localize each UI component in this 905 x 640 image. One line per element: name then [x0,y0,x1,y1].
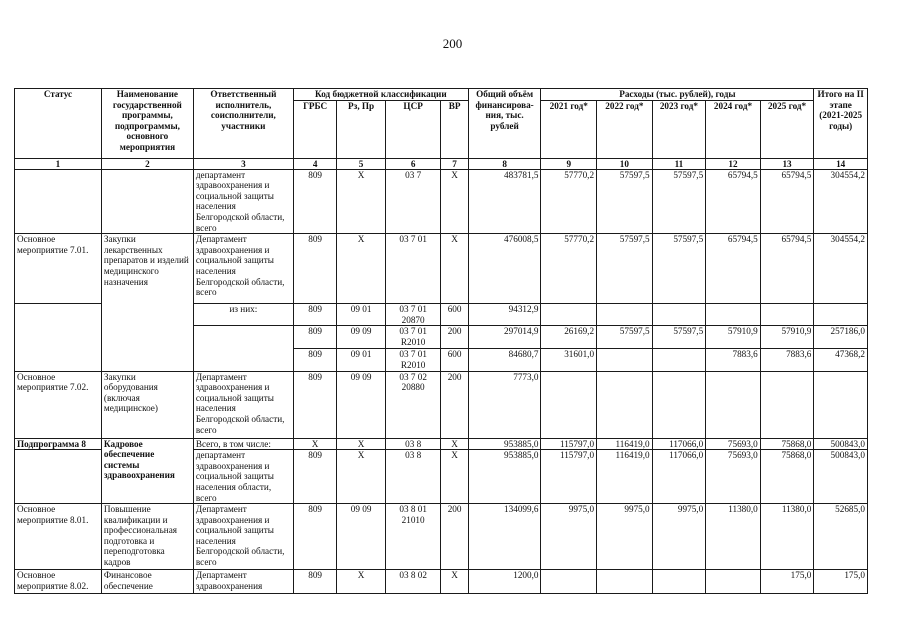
row-csr: 03 7 01 R2010 [385,349,441,371]
row-2024: 75693,0 [706,450,761,504]
header-expenses: Расходы (тыс. рублей), годы [541,89,814,101]
header-vr: ВР [441,100,468,158]
row-grbs: Х [293,438,336,450]
row-2025: 65794,5 [760,169,814,234]
row-vr: 600 [441,304,468,326]
row-responsible: департамент здравоохранения и социальной защиты населения Белгородской области, всего [193,169,293,234]
row-status: Основное мероприятие 7.02. [15,371,102,438]
page-number: 200 [442,36,463,51]
row-sum [814,371,868,438]
row-rz-pr: Х [337,438,386,450]
table-row [15,169,868,234]
row-2022: 57597,5 [597,326,653,349]
column-index: 5 [337,158,386,169]
header-rz-pr: Рз, Пр [337,100,386,158]
row-status [15,304,102,326]
row-2022: 116419,0 [597,438,653,450]
row-responsible: Департамент здравоохранения и социальной защиты населения Белгородской области, всего [193,371,293,438]
row-name: Кадровое обеспечение системы здравоохранения [101,438,193,504]
row-2024: 11380,0 [706,504,761,570]
row-vr: 200 [441,371,468,438]
row-csr: 03 8 02 [385,570,441,594]
header-csr: ЦСР [385,100,441,158]
row-2023 [652,304,706,326]
header-2021: 2021 год* [541,100,597,158]
row-vr: Х [441,570,468,594]
column-index: 1 [15,158,102,169]
row-2022 [597,570,653,594]
row-rz-pr: 09 09 [337,504,386,570]
header-2023: 2023 год* [652,100,706,158]
row-total: 134099,6 [468,504,541,570]
row-status: Основное мероприятие 8.02. [15,570,102,594]
row-sum: 304554,2 [814,234,868,304]
row-2021: 57770,2 [541,234,597,304]
row-2022: 57597,5 [597,169,653,234]
row-vr: Х [441,450,468,504]
row-responsible [193,349,293,371]
header-2022: 2022 год* [597,100,653,158]
row-status [15,349,102,371]
row-vr: 600 [441,349,468,371]
row-grbs: 809 [293,371,336,438]
row-grbs: 809 [293,169,336,234]
row-total: 7773,0 [468,371,541,438]
row-sum: 47368,2 [814,349,868,371]
row-grbs: 809 [293,234,336,304]
table-row [15,504,868,570]
row-grbs: 809 [293,349,336,371]
row-vr: 200 [441,504,468,570]
row-rz-pr: 09 09 [337,371,386,438]
row-csr: 03 7 01 20870 [385,304,441,326]
row-name: Закупки оборудования (включая медицинское) [101,371,193,438]
row-rz-pr: 09 09 [337,326,386,349]
column-index: 9 [541,158,597,169]
row-2024 [706,371,761,438]
row-2025: 57910,9 [760,326,814,349]
row-rz-pr: Х [337,450,386,504]
row-2021: 115797,0 [541,450,597,504]
row-2025: 75868,0 [760,438,814,450]
row-2024 [706,304,761,326]
row-2022 [597,371,653,438]
row-responsible: департамент здравоохранения и социальной защиты населения области, всего [193,450,293,504]
header-2025: 2025 год* [760,100,814,158]
row-2023: 57597,5 [652,169,706,234]
row-name: Финансовое обеспечение [101,570,193,594]
row-vr: Х [441,438,468,450]
row-name [101,169,193,234]
column-index: 14 [814,158,868,169]
row-responsible: Всего, в том числе: [193,438,293,450]
row-name: Закупки лекарственных препаратов и изделий медицинского назначения [101,234,193,371]
row-2025: 65794,5 [760,234,814,304]
row-2021 [541,304,597,326]
row-2025: 75868,0 [760,450,814,504]
row-total: 297014,9 [468,326,541,349]
row-2021 [541,570,597,594]
column-index-row [15,158,868,169]
row-rz-pr: Х [337,570,386,594]
row-grbs: 809 [293,304,336,326]
row-2023: 57597,5 [652,234,706,304]
table-row [15,234,868,304]
row-2025: 11380,0 [760,504,814,570]
row-2025 [760,304,814,326]
column-index: 12 [706,158,761,169]
column-index: 2 [101,158,193,169]
table-row [15,438,868,450]
row-status [15,450,102,504]
row-2023: 9975,0 [652,504,706,570]
row-2024: 75693,0 [706,438,761,450]
row-grbs: 809 [293,326,336,349]
row-total: 1200,0 [468,570,541,594]
row-total: 953885,0 [468,450,541,504]
row-2022 [597,349,653,371]
row-2024: 7883,6 [706,349,761,371]
row-2021: 9975,0 [541,504,597,570]
column-index: 8 [468,158,541,169]
row-responsible: Департамент здравоохранения и социальной защиты населения Белгородской области, всего [193,504,293,570]
column-index: 3 [193,158,293,169]
row-sum: 500843,0 [814,438,868,450]
row-vr: Х [441,234,468,304]
row-status: Основное мероприятие 8.01. [15,504,102,570]
row-2024: 65794,5 [706,169,761,234]
row-2025 [760,371,814,438]
row-2024: 57910,9 [706,326,761,349]
row-grbs: 809 [293,450,336,504]
row-status [15,326,102,349]
row-2022: 116419,0 [597,450,653,504]
row-responsible: Департамент здравоохранения и социальной защиты населения Белгородской области, всего [193,234,293,304]
row-2021: 115797,0 [541,438,597,450]
row-sum: 52685,0 [814,504,868,570]
row-2023 [652,349,706,371]
row-total: 483781,5 [468,169,541,234]
row-2025: 175,0 [760,570,814,594]
row-sum: 175,0 [814,570,868,594]
header-name: Наименование государственной программы, подпрограммы, основного мероприятия [101,89,193,159]
row-grbs: 809 [293,570,336,594]
row-sum: 304554,2 [814,169,868,234]
row-2023: 57597,5 [652,326,706,349]
header-grbs: ГРБС [293,100,336,158]
row-2024 [706,570,761,594]
row-total: 94312,9 [468,304,541,326]
header-2024: 2024 год* [706,100,761,158]
row-csr: 03 7 01 R2010 [385,326,441,349]
header-budget-code: Код бюджетной классификации [293,89,468,101]
row-2023 [652,570,706,594]
header-responsible: Ответственный исполнитель, соисполнители, участники [193,89,293,159]
row-2021: 31601,0 [541,349,597,371]
row-responsible [193,326,293,349]
row-total: 953885,0 [468,438,541,450]
column-index: 13 [760,158,814,169]
row-2023: 117066,0 [652,450,706,504]
table-row [15,570,868,594]
row-2025: 7883,6 [760,349,814,371]
column-index: 7 [441,158,468,169]
row-2023 [652,371,706,438]
row-2021 [541,371,597,438]
header-status: Статус [15,89,102,159]
row-total: 476008,5 [468,234,541,304]
column-index: 6 [385,158,441,169]
row-grbs: 809 [293,504,336,570]
row-sum: 257186,0 [814,326,868,349]
row-rz-pr: 09 01 [337,304,386,326]
row-status [15,169,102,234]
row-2024: 65794,5 [706,234,761,304]
row-csr: 03 8 [385,438,441,450]
row-responsible: Департамент здравоохранения [193,570,293,594]
row-rz-pr: 09 01 [337,349,386,371]
row-csr: 03 7 02 20880 [385,371,441,438]
header-total: Общий объём финансирова-ния, тыс. рублей [468,89,541,159]
column-index: 10 [597,158,653,169]
budget-table [14,88,868,594]
row-sum: 500843,0 [814,450,868,504]
row-rz-pr: Х [337,234,386,304]
row-sum [814,304,868,326]
row-csr: 03 7 01 [385,234,441,304]
table-row [15,371,868,438]
row-responsible: из них: [193,304,293,326]
row-status: Основное мероприятие 7.01. [15,234,102,304]
row-rz-pr: Х [337,169,386,234]
row-vr: 200 [441,326,468,349]
row-csr: 03 8 [385,450,441,504]
row-2022 [597,304,653,326]
row-csr: 03 7 [385,169,441,234]
row-2022: 57597,5 [597,234,653,304]
row-status: Подпрограмма 8 [15,438,102,450]
row-csr: 03 8 01 21010 [385,504,441,570]
column-index: 4 [293,158,336,169]
column-index: 11 [652,158,706,169]
row-2021: 26169,2 [541,326,597,349]
row-2023: 117066,0 [652,438,706,450]
row-total: 84680,7 [468,349,541,371]
row-2022: 9975,0 [597,504,653,570]
header-stage-total: Итого на II этапе (2021-2025 годы) [814,89,868,159]
row-vr: Х [441,169,468,234]
row-name: Повышение квалификации и профессиональная подготовка и переподготовка кадров [101,504,193,570]
row-2021: 57770,2 [541,169,597,234]
